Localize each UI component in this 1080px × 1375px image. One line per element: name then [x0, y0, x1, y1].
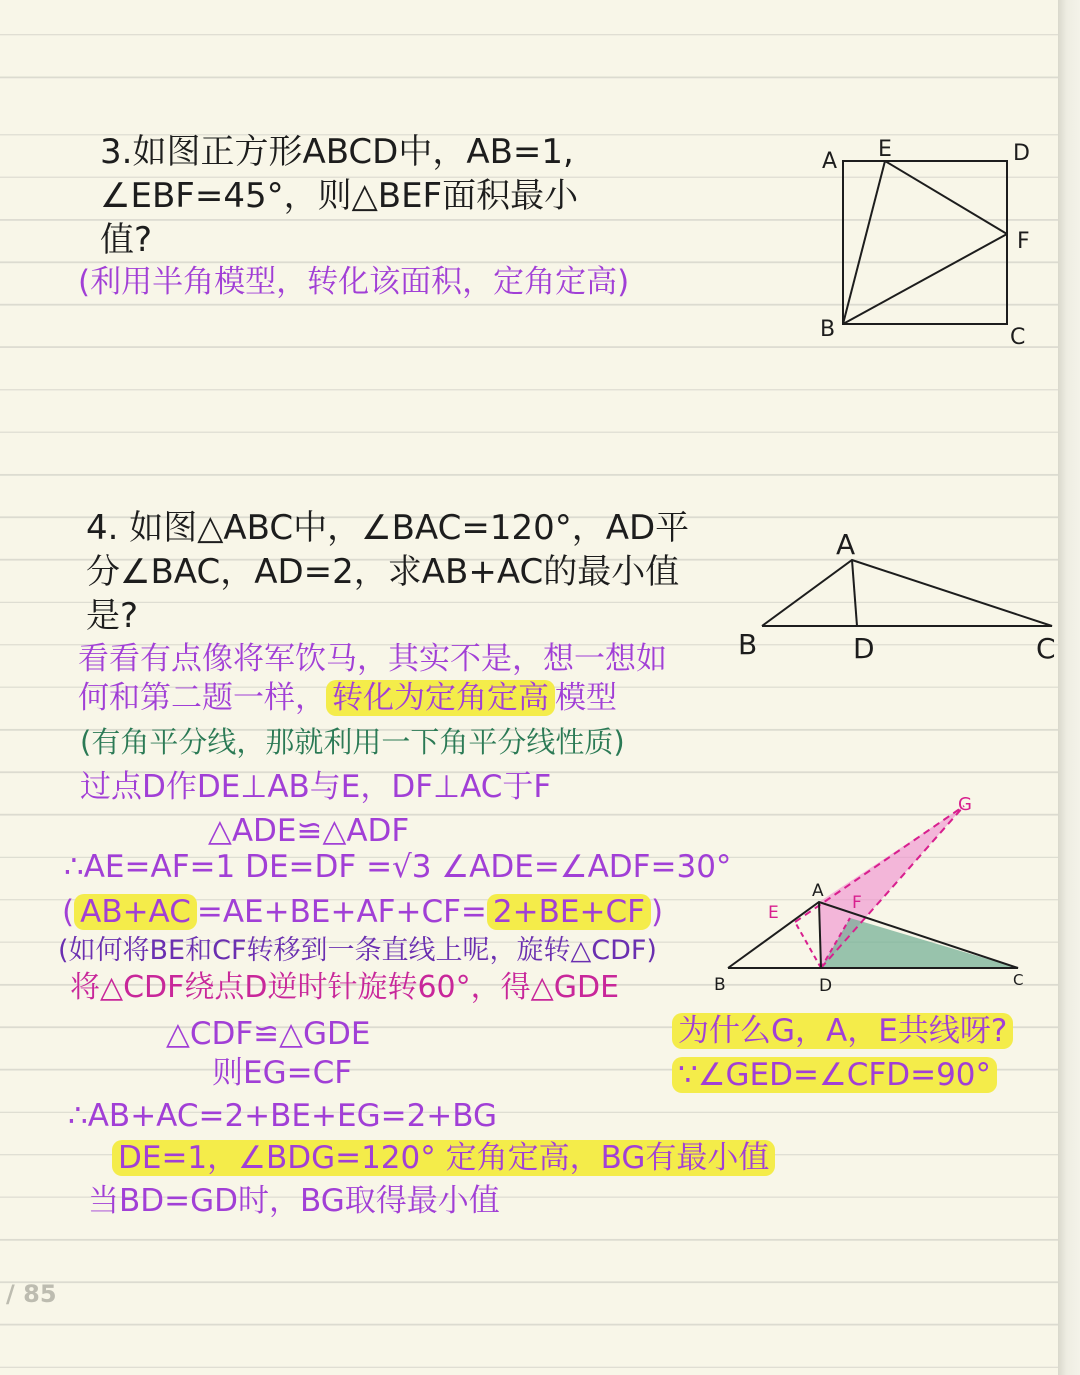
highlight-2-be-cf: 2+BE+CF [487, 894, 651, 930]
label-f: F [852, 893, 862, 913]
step-5: (如何将BE和CF转移到一条直线上呢，旋转△CDF) [58, 935, 657, 966]
segment-bf [843, 234, 1007, 324]
page-counter: / 85 [6, 1280, 57, 1308]
triangle-figure [730, 522, 1060, 667]
label-d: D [853, 632, 875, 665]
note-line3: (有角平分线，那就利用一下角平分线性质) [80, 725, 625, 759]
triangle-cdf-fill [821, 918, 1018, 968]
note-line2 [78, 681, 617, 717]
problem3-hint: (利用半角模型，转化该面积，定角定高) [78, 264, 630, 300]
note-line1: 看看有点像将军饮马，其实不是，想一想如 [78, 641, 667, 677]
paren: ( [62, 894, 75, 930]
side-question [672, 1014, 1013, 1050]
label-a: A [822, 149, 838, 174]
answer-highlight: ∵∠GED=∠CFD=90° [672, 1057, 997, 1093]
label-d: D [1013, 141, 1030, 166]
highlight-fixed-angle-height: 转化为定角定高 [326, 680, 555, 716]
step-2: △ADE≌△ADF [208, 813, 410, 849]
square-figure [810, 130, 1050, 355]
step-6: 将△CDF绕点D逆时针旋转60°，得△GDE [70, 970, 620, 1005]
problem3-line3: 值? [100, 220, 153, 260]
step-11: 当BD=GD时，BG取得最小值 [88, 1183, 500, 1219]
segment-de [795, 922, 821, 968]
step-8: 则EG=CF [212, 1055, 353, 1091]
label-g: G [958, 794, 972, 815]
note-text: 模型 [555, 680, 617, 716]
page-edge-shadow [1058, 0, 1080, 1375]
label-b: B [820, 317, 836, 342]
label-a: A [836, 528, 856, 561]
label-f: F [1017, 229, 1030, 254]
label-d: D [819, 976, 833, 996]
label-e: E [768, 903, 779, 923]
label-c: C [1036, 632, 1056, 665]
problem4-line3: 是? [86, 596, 139, 636]
segment-ef [885, 161, 1007, 234]
step-7: △CDF≌△GDE [166, 1016, 371, 1052]
problem3-line2: ∠EBF=45°，则△BEF面积最小 [100, 176, 579, 216]
label-b: B [714, 975, 726, 995]
step-3: ∴AE=AF=1 DE=DF =√3 ∠ADE=∠ADF=30° [64, 849, 732, 885]
step-10 [112, 1141, 775, 1177]
problem3-line1: 3.如图正方形ABCD中，AB=1, [100, 132, 574, 172]
step-1: 过点D作DE⊥AB与E，DF⊥AC于F [80, 769, 552, 805]
label-a: A [812, 881, 824, 901]
rotation-figure [700, 782, 1030, 997]
label-b: B [738, 628, 758, 661]
segment-ad [852, 560, 857, 626]
problem4-line2: 分∠BAC，AD=2，求AB+AC的最小值 [86, 552, 680, 592]
triangle-abc [762, 560, 1052, 626]
step-4 [62, 895, 663, 931]
highlight-ab-ac: AB+AC [74, 894, 197, 930]
side-answer [672, 1058, 997, 1094]
segment-eg [795, 806, 964, 922]
paren: ) [650, 894, 664, 930]
problem4-line1: 4. 如图△ABC中，∠BAC=120°，AD平 [86, 508, 690, 548]
segment-be [843, 161, 885, 324]
step-9: ∴AB+AC=2+BE+EG=2+BG [68, 1098, 498, 1134]
equation-mid: =AE+BE+AF+CF= [196, 894, 487, 930]
highlight-fixed-angle-height-conclusion: DE=1，∠BDG=120° 定角定高，BG有最小值 [112, 1140, 775, 1176]
label-c: C [1013, 971, 1024, 989]
note-text: 何和第二题一样， [78, 680, 326, 716]
question-highlight: 为什么G，A，E共线呀? [672, 1013, 1013, 1049]
label-e: E [878, 137, 892, 162]
label-c: C [1010, 325, 1026, 350]
